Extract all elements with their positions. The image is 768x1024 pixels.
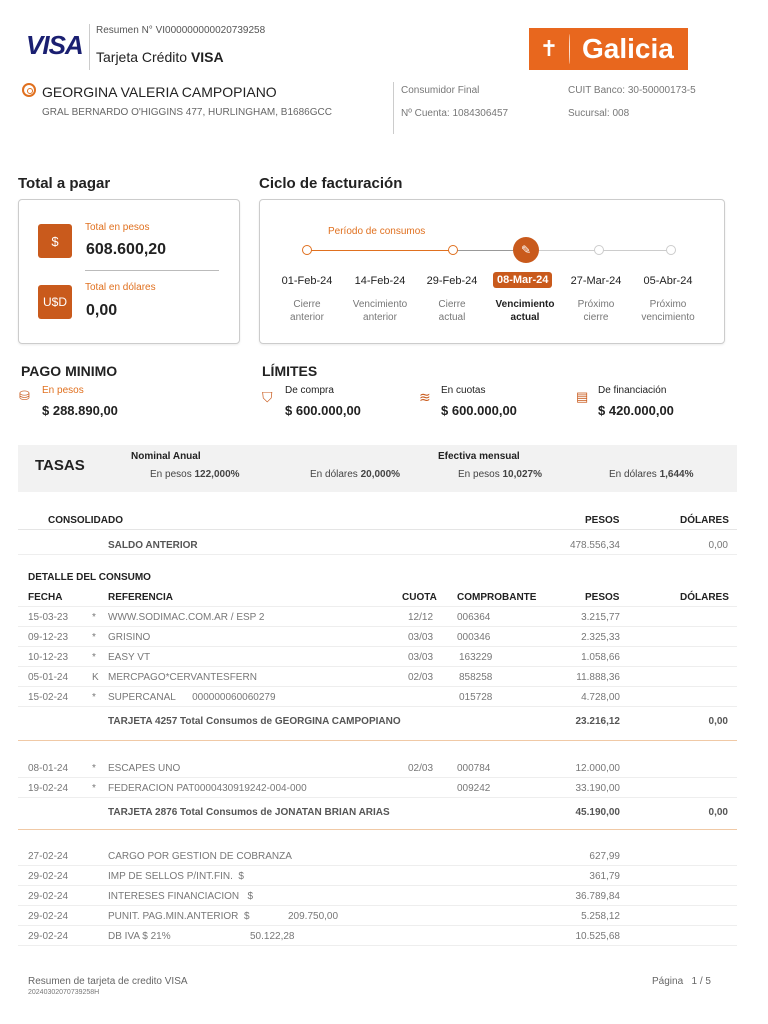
table-row: 05-01-24 K MERCPAGO*CERVANTESFERN 02/03 858258 11.888,36 xyxy=(18,667,737,687)
timeline-desc-active: Vencimiento actual xyxy=(495,299,555,323)
tasa-nominal-dolares: En dólares 20,000% xyxy=(310,469,401,480)
timeline-desc: Próximo cierre xyxy=(577,299,615,323)
timeline-date: 27-Mar-24 xyxy=(570,275,622,287)
col-fecha: FECHA xyxy=(28,592,63,603)
cuit-banco: CUIT Banco: 30-50000173-5 xyxy=(568,85,696,96)
pesos-icon: $ xyxy=(38,224,72,258)
galicia-logo-text: Galicia xyxy=(582,33,674,64)
page-indicator: Página 1 / 5 xyxy=(652,976,711,987)
table-row: 10-12-23 * EASY VT 03/03 163229 1.058,66 xyxy=(18,647,737,667)
card-type-prefix: Tarjeta Crédito xyxy=(96,49,188,65)
pago-minimo-label: En pesos xyxy=(42,385,84,396)
detalle-title: DETALLE DEL CONSUMO xyxy=(28,572,151,583)
ciclo-box xyxy=(259,199,725,344)
table-row: 09-12-23 * GRISINO 03/03 000346 2.325,33 xyxy=(18,627,737,647)
col-dolares: DÓLARES xyxy=(680,592,729,603)
timeline-desc: Cierre anterior xyxy=(290,299,324,323)
limite-cuotas-label: En cuotas xyxy=(441,385,486,396)
timeline-date: 01-Feb-24 xyxy=(281,275,333,287)
col-dolares: DÓLARES xyxy=(680,515,729,526)
total-dolares-value: 0,00 xyxy=(86,302,118,319)
table-row: 29-02-24 DB IVA $ 21% 50.122,28 10.525,68 xyxy=(18,926,737,946)
efectiva-mensual-title: Efectiva mensual xyxy=(438,451,520,462)
visa-logo: VISA xyxy=(26,30,83,60)
table-row: 29-02-24 PUNIT. PAG.MIN.ANTERIOR $ 209.750,00 5.258,12 xyxy=(18,906,737,926)
timeline-date: 29-Feb-24 xyxy=(426,275,478,287)
total-pesos-value: 608.600,20 xyxy=(86,241,167,258)
table-row: 19-02-24 * FEDERACION PAT0000430919242-004-000 009242 33.190,00 xyxy=(18,778,737,798)
timeline-node-proximo-vencimiento xyxy=(666,245,676,255)
total-box xyxy=(18,199,240,344)
total1-pesos: 23.216,12 xyxy=(575,716,620,727)
footer-code: 20240302070739258H xyxy=(28,989,100,996)
galicia-logo xyxy=(529,28,688,70)
saldo-anterior-dolares: 0,00 xyxy=(708,540,728,551)
tasa-efectiva-pesos: En pesos 10,027% xyxy=(458,469,542,480)
layers-icon: ≋ xyxy=(419,389,431,405)
resumen-number: Resumen N° VI000000000020739258 xyxy=(96,25,266,36)
table-row: 15-02-24 * SUPERCANAL 000000060060279 015728 4.728,00 xyxy=(18,687,737,707)
holder-address: GRAL BERNARDO O'HIGGINS 477, HURLINGHAM, B1686GCC xyxy=(42,107,332,118)
limite-financ-value: $ 420.000,00 xyxy=(598,403,674,418)
nominal-anual-title: Nominal Anual xyxy=(131,451,201,462)
total-row-tarjeta-2876 xyxy=(18,802,737,824)
vencimiento-actual-icon: ✎ xyxy=(513,237,539,263)
pago-minimo-title: PAGO MINIMO xyxy=(21,363,118,379)
money-coins-icon: ⛁ xyxy=(19,388,30,403)
galicia-cross-icon: ✝ xyxy=(539,36,559,61)
total-row-tarjeta-4257 xyxy=(18,711,737,733)
saldo-anterior-pesos: 478.556,34 xyxy=(569,540,620,551)
group-divider xyxy=(18,740,737,741)
timeline-date: 05-Abr-24 xyxy=(643,275,693,287)
account-number: Nº Cuenta: 1084306457 xyxy=(401,108,509,119)
timeline-node-cierre-anterior xyxy=(302,245,312,255)
card-type-brand: VISA xyxy=(190,49,224,65)
tasa-efectiva-dolares: En dólares 1,644% xyxy=(609,469,694,480)
limite-cuotas-value: $ 600.000,00 xyxy=(441,403,517,418)
total2-pesos: 45.190,00 xyxy=(575,807,620,818)
table-row: 29-02-24 INTERESES FINANCIACION $ 36.789,84 xyxy=(18,886,737,906)
total-title: Total a pagar xyxy=(18,175,111,192)
total2-label: TARJETA 2876 Total Consumos de JONATAN BRIAN ARIAS xyxy=(108,807,390,818)
total-dolares-label: Total en dólares xyxy=(85,282,156,293)
timeline-node-proximo-cierre xyxy=(594,245,604,255)
sucursal: Sucursal: 008 xyxy=(568,108,630,119)
header-info-divider xyxy=(393,82,394,134)
col-pesos: PESOS xyxy=(585,515,620,526)
col-comprobante: COMPROBANTE xyxy=(457,592,537,603)
tasas-bar xyxy=(18,445,737,492)
dollars-icon: U$D xyxy=(38,285,72,319)
timeline-line-period xyxy=(307,250,453,251)
periodo-label: Período de consumos xyxy=(328,226,426,237)
saldo-anterior-label: SALDO ANTERIOR xyxy=(108,540,198,551)
shopping-bag-icon: ⛉ xyxy=(262,389,273,405)
timeline-desc: Cierre actual xyxy=(438,299,466,323)
limite-compra-label: De compra xyxy=(285,385,334,396)
total1-label: TARJETA 4257 Total Consumos de GEORGINA CAMPOPIANO xyxy=(108,716,401,727)
timeline-desc: Próximo vencimiento xyxy=(641,299,695,323)
header-divider xyxy=(89,24,90,70)
holder-name: GEORGINA VALERIA CAMPOPIANO xyxy=(42,84,277,100)
limite-financ-label: De financiación xyxy=(598,385,667,396)
consolidado-header-row xyxy=(18,510,737,530)
limites-title: LÍMITES xyxy=(262,363,318,379)
financing-icon: ▤ xyxy=(576,389,589,404)
total2-dolares: 0,00 xyxy=(708,807,728,818)
total1-dolares: 0,00 xyxy=(708,716,728,727)
table-row: 08-01-24 * ESCAPES UNO 02/03 000784 12.000,00 xyxy=(18,758,737,778)
detalle-header-row xyxy=(18,587,737,607)
saldo-anterior-row xyxy=(18,535,737,555)
table-row: 29-02-24 IMP DE SELLOS P/INT.FIN. $ 361,79 xyxy=(18,866,737,886)
timeline-node-cierre-actual xyxy=(448,245,458,255)
table-row: 15-03-23 * WWW.SODIMAC.COM.AR / ESP 2 12/12 006364 3.215,77 xyxy=(18,607,737,627)
total-pesos-label: Total en pesos xyxy=(85,222,150,233)
group-divider xyxy=(18,829,737,830)
limite-compra-value: $ 600.000,00 xyxy=(285,403,361,418)
card-type xyxy=(96,49,224,65)
pago-minimo-value: $ 288.890,00 xyxy=(42,403,118,418)
timeline-date: 14-Feb-24 xyxy=(354,275,406,287)
tasa-nominal-pesos: En pesos 122,000% xyxy=(150,469,240,480)
consolidado-title: CONSOLIDADO xyxy=(48,515,123,526)
timeline-desc: Vencimiento anterior xyxy=(352,299,408,323)
consumidor-final: Consumidor Final xyxy=(401,85,480,96)
ciclo-title: Ciclo de facturación xyxy=(259,175,403,192)
timeline-date-active: 08-Mar-24 xyxy=(493,272,552,288)
col-pesos: PESOS xyxy=(585,592,620,603)
tasas-title: TASAS xyxy=(35,457,85,474)
col-referencia: REFERENCIA xyxy=(108,592,174,603)
footer-title: Resumen de tarjeta de credito VISA xyxy=(28,976,188,987)
col-cuota: CUOTA xyxy=(402,592,437,603)
table-row: 27-02-24 CARGO POR GESTION DE COBRANZA 627,99 xyxy=(18,846,737,866)
location-pin-icon xyxy=(22,83,36,97)
